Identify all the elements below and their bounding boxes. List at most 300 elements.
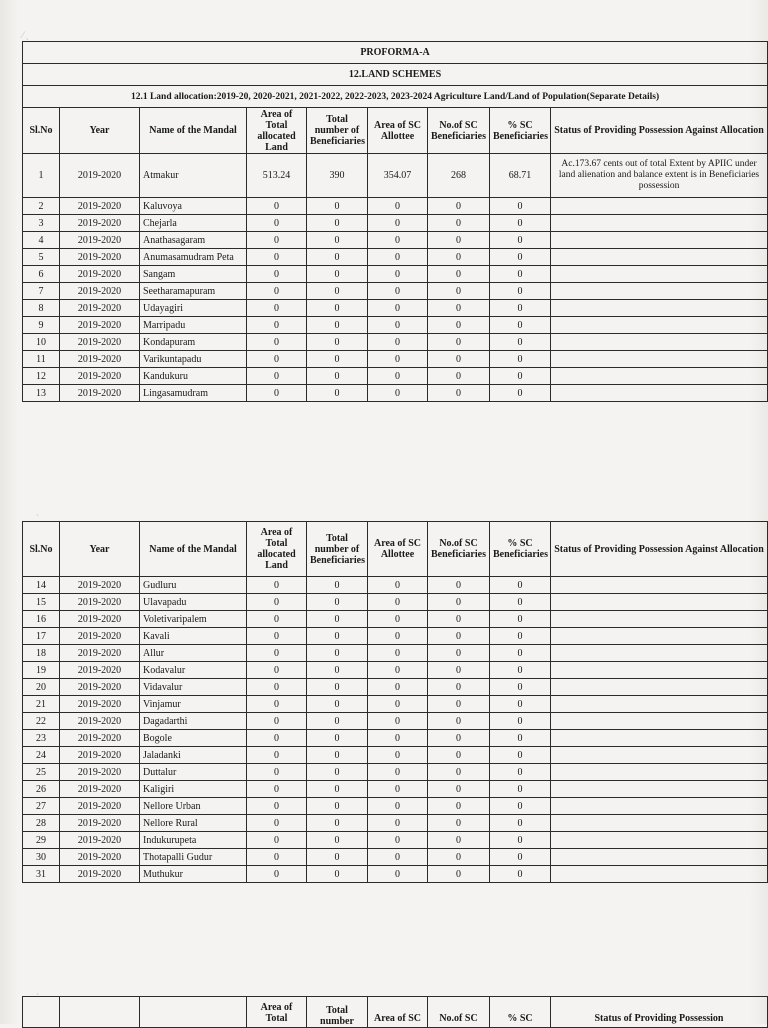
cell-year: 2019-2020 (60, 594, 140, 611)
cell-year: 2019-2020 (60, 249, 140, 266)
header-slno: Sl.No (23, 108, 60, 154)
cell-mandal: Kandukuru (140, 368, 247, 385)
cell-mandal: Anathasagaram (140, 232, 247, 249)
proforma-title: PROFORMA-A (23, 42, 768, 64)
cell-slno: 7 (23, 283, 60, 300)
cell-pct-sc: 0 (490, 815, 551, 832)
cell-year: 2019-2020 (60, 266, 140, 283)
cell-area-sc: 0 (368, 215, 428, 232)
cell-year: 2019-2020 (60, 334, 140, 351)
cell-no-sc: 0 (428, 368, 490, 385)
cell-area-sc: 0 (368, 385, 428, 402)
cell-no-sc: 0 (428, 849, 490, 866)
table-row (23, 249, 768, 266)
header-row (23, 108, 768, 154)
cell-total-beneficiaries: 0 (307, 730, 368, 747)
cell-no-sc: 0 (428, 385, 490, 402)
cell-slno: 11 (23, 351, 60, 368)
cell-total-beneficiaries: 0 (307, 368, 368, 385)
cell-pct-sc: 0 (490, 866, 551, 883)
cell-total-beneficiaries: 0 (307, 815, 368, 832)
cell-area-total: 0 (247, 368, 307, 385)
cell-area-sc: 354.07 (368, 154, 428, 198)
header-no-sc: No.of SC Beneficiaries (428, 522, 490, 577)
cell-area-sc: 0 (368, 628, 428, 645)
table-subtitle: 12.1 Land allocation:2019-20, 2020-2021, 2021-2022, 2022-2023, 2023-2024 Agriculture Land/Land of Population(Separate Details) (23, 86, 768, 108)
cell-area-sc: 0 (368, 679, 428, 696)
cell-area-total: 0 (247, 232, 307, 249)
land-allocation-table-page-3 (22, 996, 768, 1028)
cell-no-sc: 0 (428, 594, 490, 611)
cell-slno: 31 (23, 866, 60, 883)
table-row (23, 351, 768, 368)
cell-total-beneficiaries: 0 (307, 679, 368, 696)
cell-area-sc: 0 (368, 577, 428, 594)
cell-pct-sc: 0 (490, 385, 551, 402)
header-area-total: Area of Total (247, 997, 307, 1028)
cell-slno: 30 (23, 849, 60, 866)
cell-year: 2019-2020 (60, 198, 140, 215)
cell-no-sc: 0 (428, 334, 490, 351)
cell-total-beneficiaries: 0 (307, 747, 368, 764)
cell-pct-sc: 0 (490, 232, 551, 249)
table-row (23, 154, 768, 198)
header-row (23, 522, 768, 577)
cell-mandal: Ulavapadu (140, 594, 247, 611)
header-year (60, 997, 140, 1028)
cell-status (551, 317, 768, 334)
cell-pct-sc: 0 (490, 368, 551, 385)
cell-status (551, 645, 768, 662)
cell-no-sc: 0 (428, 781, 490, 798)
cell-slno: 19 (23, 662, 60, 679)
cell-status (551, 662, 768, 679)
cell-area-total: 0 (247, 385, 307, 402)
cell-slno: 27 (23, 798, 60, 815)
cell-mandal: Muthukur (140, 866, 247, 883)
cell-status (551, 198, 768, 215)
cell-total-beneficiaries: 0 (307, 334, 368, 351)
cell-slno: 2 (23, 198, 60, 215)
cell-area-total: 0 (247, 334, 307, 351)
cell-mandal: Udayagiri (140, 300, 247, 317)
table-row (23, 798, 768, 815)
cell-area-total: 0 (247, 611, 307, 628)
cell-total-beneficiaries: 0 (307, 594, 368, 611)
cell-year: 2019-2020 (60, 154, 140, 198)
cell-year: 2019-2020 (60, 679, 140, 696)
cell-year: 2019-2020 (60, 730, 140, 747)
cell-year: 2019-2020 (60, 713, 140, 730)
cell-area-total: 0 (247, 577, 307, 594)
section-title: 12.LAND SCHEMES (23, 64, 768, 86)
cell-no-sc: 0 (428, 815, 490, 832)
cell-area-sc: 0 (368, 351, 428, 368)
cell-pct-sc: 0 (490, 781, 551, 798)
cell-mandal: Vinjamur (140, 696, 247, 713)
cell-no-sc: 0 (428, 266, 490, 283)
cell-status (551, 730, 768, 747)
cell-no-sc: 0 (428, 611, 490, 628)
header-slno: Sl.No (23, 522, 60, 577)
cell-slno: 4 (23, 232, 60, 249)
cell-status (551, 866, 768, 883)
cell-no-sc: 0 (428, 662, 490, 679)
cell-area-total: 0 (247, 594, 307, 611)
table-row (23, 368, 768, 385)
cell-total-beneficiaries: 0 (307, 577, 368, 594)
cell-year: 2019-2020 (60, 645, 140, 662)
header-pct-sc: % SC (490, 997, 551, 1028)
cell-pct-sc: 0 (490, 713, 551, 730)
table-row (23, 300, 768, 317)
table-row (23, 832, 768, 849)
cell-total-beneficiaries: 0 (307, 351, 368, 368)
cell-pct-sc: 0 (490, 249, 551, 266)
cell-slno: 16 (23, 611, 60, 628)
cell-total-beneficiaries: 0 (307, 283, 368, 300)
cell-year: 2019-2020 (60, 283, 140, 300)
cell-total-beneficiaries: 0 (307, 798, 368, 815)
cell-year: 2019-2020 (60, 866, 140, 883)
header-row-partial (23, 997, 768, 1028)
header-year: Year (60, 108, 140, 154)
cell-slno: 28 (23, 815, 60, 832)
cell-total-beneficiaries: 0 (307, 662, 368, 679)
table-row (23, 815, 768, 832)
table-row (23, 215, 768, 232)
cell-mandal: Varikuntapadu (140, 351, 247, 368)
cell-mandal: Kodavalur (140, 662, 247, 679)
cell-year: 2019-2020 (60, 577, 140, 594)
cell-pct-sc: 0 (490, 628, 551, 645)
table-row (23, 866, 768, 883)
cell-area-sc: 0 (368, 368, 428, 385)
header-status: Status of Providing Possession Against Allocation (551, 108, 768, 154)
cell-area-total: 0 (247, 798, 307, 815)
table-row (23, 266, 768, 283)
cell-mandal: Jaladanki (140, 747, 247, 764)
cell-total-beneficiaries: 0 (307, 645, 368, 662)
cell-area-sc: 0 (368, 645, 428, 662)
table-row (23, 232, 768, 249)
cell-no-sc: 0 (428, 866, 490, 883)
header-no-sc: No.of SC Beneficiaries (428, 108, 490, 154)
cell-mandal: Thotapalli Gudur (140, 849, 247, 866)
cell-status (551, 713, 768, 730)
cell-pct-sc: 0 (490, 215, 551, 232)
header-no-sc: No.of SC (428, 997, 490, 1028)
cell-area-sc: 0 (368, 815, 428, 832)
cell-slno: 17 (23, 628, 60, 645)
cell-total-beneficiaries: 0 (307, 232, 368, 249)
table-row (23, 696, 768, 713)
cell-slno: 26 (23, 781, 60, 798)
cell-total-beneficiaries: 0 (307, 300, 368, 317)
cell-year: 2019-2020 (60, 215, 140, 232)
cell-area-sc: 0 (368, 198, 428, 215)
cell-area-sc: 0 (368, 300, 428, 317)
cell-mandal: Kondapuram (140, 334, 247, 351)
cell-no-sc: 0 (428, 696, 490, 713)
cell-status (551, 334, 768, 351)
cell-mandal: Kaligiri (140, 781, 247, 798)
cell-slno: 24 (23, 747, 60, 764)
cell-total-beneficiaries: 0 (307, 266, 368, 283)
header-area-sc: Area of SC Allottee (368, 108, 428, 154)
cell-mandal: Anumasamudram Peta (140, 249, 247, 266)
table-row (23, 730, 768, 747)
cell-year: 2019-2020 (60, 300, 140, 317)
cell-area-total: 0 (247, 215, 307, 232)
cell-area-total: 0 (247, 317, 307, 334)
table-row (23, 747, 768, 764)
cell-pct-sc: 0 (490, 662, 551, 679)
cell-slno: 3 (23, 215, 60, 232)
cell-status (551, 215, 768, 232)
cell-area-sc: 0 (368, 662, 428, 679)
cell-no-sc: 0 (428, 283, 490, 300)
cell-area-total: 0 (247, 662, 307, 679)
cell-mandal: Lingasamudram (140, 385, 247, 402)
cell-no-sc: 0 (428, 679, 490, 696)
cell-slno: 20 (23, 679, 60, 696)
cell-area-sc: 0 (368, 249, 428, 266)
cell-no-sc: 0 (428, 215, 490, 232)
cell-no-sc: 0 (428, 249, 490, 266)
cell-status (551, 232, 768, 249)
cell-no-sc: 0 (428, 798, 490, 815)
cell-area-total: 0 (247, 713, 307, 730)
header-total-beneficiaries: Total number (307, 997, 368, 1028)
cell-area-sc: 0 (368, 594, 428, 611)
cell-no-sc: 0 (428, 317, 490, 334)
cell-status (551, 849, 768, 866)
table-row (23, 662, 768, 679)
cell-area-sc: 0 (368, 283, 428, 300)
cell-status (551, 764, 768, 781)
header-slno (23, 997, 60, 1028)
cell-pct-sc: 0 (490, 798, 551, 815)
header-status: Status of Providing Possession (551, 997, 768, 1028)
table-row (23, 577, 768, 594)
cell-year: 2019-2020 (60, 368, 140, 385)
header-mandal: Name of the Mandal (140, 522, 247, 577)
cell-pct-sc: 0 (490, 645, 551, 662)
cell-no-sc: 0 (428, 730, 490, 747)
cell-mandal: Chejarla (140, 215, 247, 232)
cell-year: 2019-2020 (60, 317, 140, 334)
cell-area-total: 0 (247, 645, 307, 662)
cell-slno: 6 (23, 266, 60, 283)
cell-mandal: Kaluvoya (140, 198, 247, 215)
cell-area-total: 0 (247, 764, 307, 781)
cell-no-sc: 0 (428, 628, 490, 645)
cell-slno: 25 (23, 764, 60, 781)
cell-mandal: Allur (140, 645, 247, 662)
cell-pct-sc: 0 (490, 300, 551, 317)
header-area-total: Area of Total allocated Land (247, 522, 307, 577)
cell-slno: 8 (23, 300, 60, 317)
cell-year: 2019-2020 (60, 351, 140, 368)
table-row (23, 764, 768, 781)
cell-no-sc: 268 (428, 154, 490, 198)
header-pct-sc: % SC Beneficiaries (490, 108, 551, 154)
cell-no-sc: 0 (428, 645, 490, 662)
scan-mark: ˎ (36, 506, 39, 516)
cell-area-total: 0 (247, 351, 307, 368)
cell-year: 2019-2020 (60, 764, 140, 781)
table-row (23, 198, 768, 215)
cell-pct-sc: 0 (490, 611, 551, 628)
cell-pct-sc: 0 (490, 317, 551, 334)
cell-no-sc: 0 (428, 713, 490, 730)
cell-pct-sc: 0 (490, 849, 551, 866)
cell-year: 2019-2020 (60, 662, 140, 679)
cell-area-total: 0 (247, 866, 307, 883)
cell-no-sc: 0 (428, 300, 490, 317)
cell-year: 2019-2020 (60, 628, 140, 645)
cell-pct-sc: 0 (490, 594, 551, 611)
cell-pct-sc: 0 (490, 266, 551, 283)
cell-total-beneficiaries: 0 (307, 713, 368, 730)
table-row (23, 628, 768, 645)
cell-no-sc: 0 (428, 198, 490, 215)
cell-pct-sc: 0 (490, 577, 551, 594)
cell-total-beneficiaries: 0 (307, 198, 368, 215)
table-row (23, 611, 768, 628)
cell-pct-sc: 68.71 (490, 154, 551, 198)
cell-total-beneficiaries: 0 (307, 696, 368, 713)
cell-mandal: Dagadarthi (140, 713, 247, 730)
cell-area-total: 0 (247, 300, 307, 317)
cell-area-total: 0 (247, 628, 307, 645)
cell-slno: 9 (23, 317, 60, 334)
cell-mandal: Nellore Urban (140, 798, 247, 815)
cell-total-beneficiaries: 0 (307, 215, 368, 232)
table-row (23, 679, 768, 696)
cell-mandal: Sangam (140, 266, 247, 283)
cell-status (551, 283, 768, 300)
cell-total-beneficiaries: 0 (307, 611, 368, 628)
cell-status (551, 351, 768, 368)
cell-area-sc: 0 (368, 232, 428, 249)
table-row (23, 713, 768, 730)
cell-area-total: 0 (247, 266, 307, 283)
cell-mandal: Duttalur (140, 764, 247, 781)
cell-area-sc: 0 (368, 713, 428, 730)
cell-pct-sc: 0 (490, 696, 551, 713)
cell-mandal: Indukurupeta (140, 832, 247, 849)
cell-area-sc: 0 (368, 798, 428, 815)
cell-slno: 22 (23, 713, 60, 730)
cell-slno: 18 (23, 645, 60, 662)
cell-total-beneficiaries: 0 (307, 385, 368, 402)
cell-status (551, 798, 768, 815)
cell-status (551, 594, 768, 611)
cell-slno: 29 (23, 832, 60, 849)
cell-status (551, 815, 768, 832)
cell-area-sc: 0 (368, 266, 428, 283)
header-area-sc: Area of SC (368, 997, 428, 1028)
cell-mandal: Seetharamapuram (140, 283, 247, 300)
cell-pct-sc: 0 (490, 283, 551, 300)
cell-year: 2019-2020 (60, 849, 140, 866)
cell-slno: 12 (23, 368, 60, 385)
cell-total-beneficiaries: 0 (307, 317, 368, 334)
cell-slno: 14 (23, 577, 60, 594)
table-row (23, 645, 768, 662)
cell-area-sc: 0 (368, 866, 428, 883)
cell-pct-sc: 0 (490, 747, 551, 764)
cell-status (551, 249, 768, 266)
cell-no-sc: 0 (428, 764, 490, 781)
cell-status (551, 611, 768, 628)
cell-area-total: 0 (247, 696, 307, 713)
cell-area-sc: 0 (368, 334, 428, 351)
cell-area-sc: 0 (368, 317, 428, 334)
cell-area-sc: 0 (368, 747, 428, 764)
cell-area-sc: 0 (368, 764, 428, 781)
cell-slno: 13 (23, 385, 60, 402)
cell-area-total: 0 (247, 198, 307, 215)
table-row (23, 385, 768, 402)
cell-status (551, 577, 768, 594)
cell-area-sc: 0 (368, 849, 428, 866)
cell-no-sc: 0 (428, 232, 490, 249)
cell-status (551, 368, 768, 385)
header-total-beneficiaries: Total number of Beneficiaries (307, 522, 368, 577)
cell-mandal: Atmakur (140, 154, 247, 198)
table-row (23, 317, 768, 334)
table-row (23, 334, 768, 351)
header-mandal: Name of the Mandal (140, 108, 247, 154)
cell-total-beneficiaries: 0 (307, 866, 368, 883)
header-status: Status of Providing Possession Against Allocation (551, 522, 768, 577)
scan-mark: ˏ (36, 985, 39, 995)
cell-status (551, 679, 768, 696)
cell-mandal: Gudluru (140, 577, 247, 594)
cell-area-sc: 0 (368, 781, 428, 798)
cell-area-total: 0 (247, 849, 307, 866)
cell-status (551, 832, 768, 849)
cell-status (551, 266, 768, 283)
cell-pct-sc: 0 (490, 764, 551, 781)
cell-year: 2019-2020 (60, 696, 140, 713)
cell-slno: 1 (23, 154, 60, 198)
cell-slno: 23 (23, 730, 60, 747)
table-row (23, 849, 768, 866)
header-total-beneficiaries: Total number of Beneficiaries (307, 108, 368, 154)
cell-year: 2019-2020 (60, 232, 140, 249)
cell-year: 2019-2020 (60, 611, 140, 628)
cell-pct-sc: 0 (490, 730, 551, 747)
cell-total-beneficiaries: 0 (307, 628, 368, 645)
cell-area-total: 0 (247, 283, 307, 300)
cell-area-total: 0 (247, 781, 307, 798)
cell-pct-sc: 0 (490, 679, 551, 696)
cell-area-total: 0 (247, 679, 307, 696)
cell-area-total: 0 (247, 832, 307, 849)
cell-mandal: Voletivaripalem (140, 611, 247, 628)
cell-year: 2019-2020 (60, 815, 140, 832)
table-row (23, 781, 768, 798)
cell-status (551, 747, 768, 764)
table-row (23, 594, 768, 611)
cell-slno: 15 (23, 594, 60, 611)
cell-mandal: Kavali (140, 628, 247, 645)
table-row (23, 283, 768, 300)
